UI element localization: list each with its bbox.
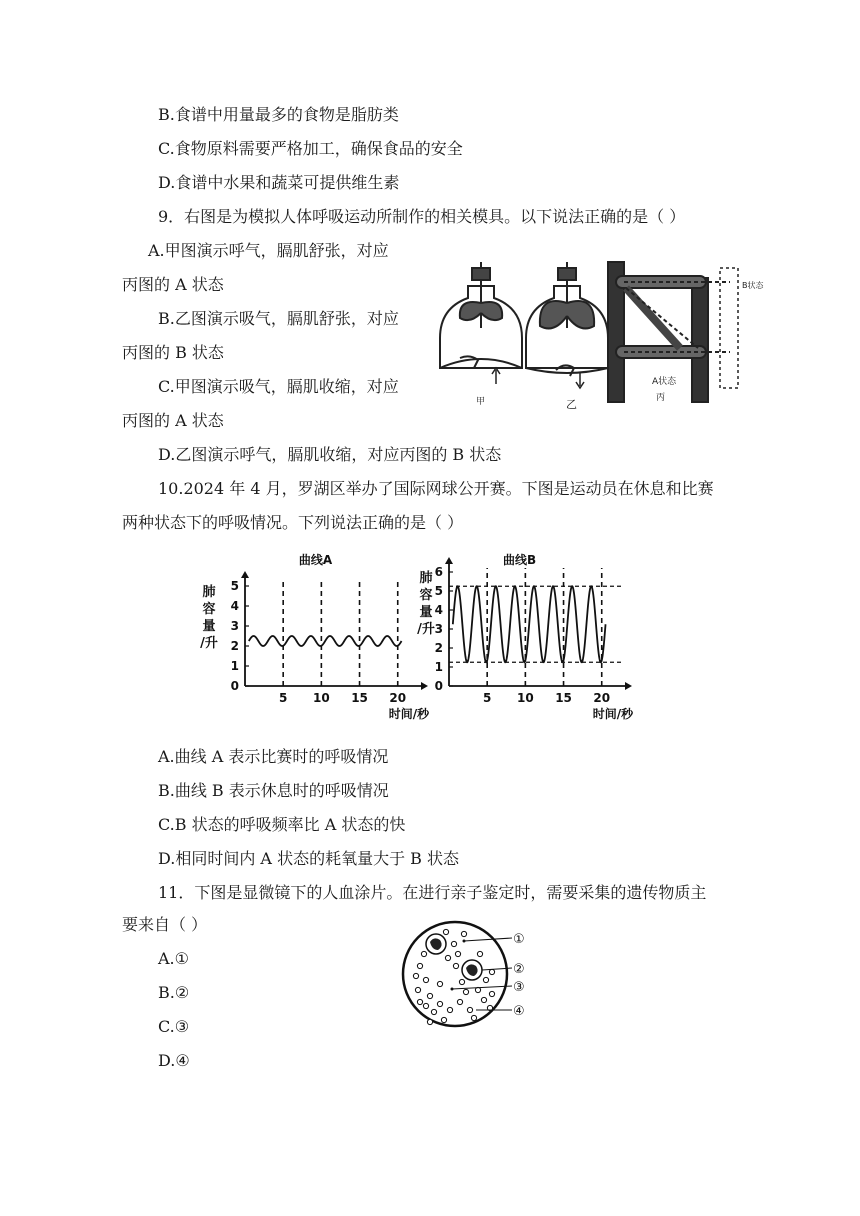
red-blood-cell — [481, 997, 486, 1002]
red-blood-cell — [431, 1009, 436, 1014]
y-tick-label: 2 — [434, 641, 443, 655]
q11-option-d: D.④ — [158, 1051, 190, 1070]
label-bing: 丙 — [656, 393, 666, 403]
red-blood-cell — [441, 1017, 446, 1022]
red-blood-cell — [467, 1007, 472, 1012]
q11-stem-line1: 11．下图是显微镜下的人血涂片。在进行亲子鉴定时，需要采集的遗传物质主 — [158, 883, 707, 902]
red-blood-cell — [423, 977, 428, 982]
red-blood-cell — [483, 977, 488, 982]
red-blood-cell — [459, 979, 464, 984]
y-axis-label-part: 肺 — [202, 585, 216, 600]
q8-option-c: C.食物原料需要严格加工，确保食品的安全 — [158, 139, 463, 158]
label-2: ② — [513, 962, 525, 977]
breathing-curve — [453, 586, 606, 662]
q10-option-b: B.曲线 B 表示休息时的呼吸情况 — [158, 781, 389, 800]
y-tick-label: 5 — [434, 584, 443, 598]
q9-option-d: D.乙图演示呼气，膈肌收缩，对应丙图的 B 状态 — [158, 445, 502, 464]
red-blood-cell — [417, 963, 422, 968]
white-blood-cell-2 — [462, 960, 482, 980]
q9-option-c-line2: 丙图的 A 状态 — [122, 411, 224, 430]
q9-stem: 9．右图是为模拟人体呼吸运动所制作的相关模具。以下说法正确的是（ ） — [158, 207, 686, 226]
q10-stem-line2: 两种状态下的呼吸情况。下列说法正确的是（ ） — [122, 513, 464, 532]
red-blood-cell — [421, 951, 426, 956]
q10-option-a: A.曲线 A 表示比赛时的呼吸情况 — [158, 747, 389, 766]
y-tick-label: 3 — [434, 622, 443, 636]
breathing-curve — [249, 636, 402, 646]
jar-jia — [440, 262, 522, 384]
y-tick-label: 0 — [230, 679, 239, 693]
q8-option-b: B.食谱中用量最多的食物是脂肪类 — [158, 105, 399, 124]
red-blood-cell — [489, 991, 494, 996]
red-blood-cell — [437, 981, 442, 986]
chart-curve-b — [415, 548, 640, 726]
red-blood-cell — [447, 1007, 452, 1012]
y-axis-label-part: 量 — [419, 605, 433, 620]
chart-curve-a — [195, 548, 433, 726]
x-axis-label: 时间/秒 — [592, 707, 634, 721]
q9-option-a-line1: A.甲图演示呼气，膈肌舒张，对应 — [148, 241, 389, 260]
q10-stem-line1: 10.2024 年 4 月，罗湖区举办了国际网球公开赛。下图是运动员在休息和比赛 — [158, 479, 714, 498]
y-axis-label-part: /升 — [417, 622, 435, 637]
q11-stem-line2: 要来自（ ） — [122, 915, 208, 934]
red-blood-cell — [451, 941, 456, 946]
label-jia: 甲 — [476, 397, 486, 407]
red-blood-cell — [457, 999, 462, 1004]
q9-option-c-line1: C.甲图演示吸气，膈肌收缩，对应 — [158, 377, 399, 396]
red-blood-cell — [413, 973, 418, 978]
blood-smear-figure — [400, 914, 550, 1034]
chart-title: 曲线A — [298, 553, 333, 567]
q10-option-c: C.B 状态的呼吸频率比 A 状态的快 — [158, 815, 406, 834]
x-tick-label: 20 — [593, 691, 611, 705]
y-axis-arrow — [445, 557, 453, 564]
q9-option-b-line1: B.乙图演示吸气，膈肌舒张，对应 — [158, 309, 399, 328]
label-3: ③ — [513, 980, 525, 995]
label-a-state: A状态 — [652, 377, 677, 387]
y-axis-label-part: 容 — [419, 588, 433, 603]
red-blood-cell — [489, 969, 494, 974]
label-yi: 乙 — [566, 398, 577, 411]
red-blood-cell — [461, 931, 466, 936]
y-axis-label — [200, 584, 218, 651]
q9-option-b-line2: 丙图的 B 状态 — [122, 343, 224, 362]
label-1: ① — [513, 932, 525, 947]
q9-option-a-line2: 丙图的 A 状态 — [122, 275, 224, 294]
x-tick-label: 20 — [389, 691, 407, 705]
white-blood-cell-1 — [426, 934, 446, 954]
x-tick-label: 10 — [517, 691, 534, 705]
q11-option-a: A.① — [158, 949, 189, 968]
y-tick-label: 2 — [230, 639, 239, 653]
chart-title: 曲线B — [502, 553, 537, 567]
y-axis-label-part: 容 — [202, 602, 216, 617]
x-tick-label: 5 — [279, 691, 288, 705]
q11-option-c: C.③ — [158, 1017, 190, 1036]
x-tick-label: 15 — [351, 691, 368, 705]
red-blood-cell — [415, 987, 420, 992]
breathing-model-figure — [430, 258, 790, 418]
y-tick-label: 4 — [434, 603, 443, 617]
jar-yi — [526, 262, 608, 388]
x-tick-label: 15 — [555, 691, 572, 705]
red-blood-cell — [471, 1015, 476, 1020]
red-blood-cell — [437, 1001, 442, 1006]
red-blood-cell — [427, 1019, 432, 1024]
red-blood-cell — [445, 955, 450, 960]
label-b-state: B状态 — [742, 281, 764, 290]
y-tick-label: 1 — [434, 660, 443, 674]
y-axis-label-part: /升 — [200, 636, 218, 651]
x-tick-label: 10 — [313, 691, 330, 705]
y-axis-label — [417, 570, 435, 637]
red-blood-cell — [455, 951, 460, 956]
y-tick-label: 1 — [230, 659, 239, 673]
y-tick-label: 5 — [230, 579, 239, 593]
y-tick-label: 4 — [230, 599, 239, 613]
red-blood-cell — [443, 929, 448, 934]
red-blood-cell — [463, 989, 468, 994]
y-axis-label-part: 肺 — [419, 571, 433, 586]
q11-option-b: B.② — [158, 983, 190, 1002]
q8-option-d: D.食谱中水果和蔬菜可提供维生素 — [158, 173, 400, 192]
red-blood-cell — [417, 999, 422, 1004]
red-blood-cell — [453, 963, 458, 968]
y-axis-label-part: 量 — [202, 619, 216, 634]
q10-option-d: D.相同时间内 A 状态的耗氧量大于 B 状态 — [158, 849, 460, 868]
x-axis-label: 时间/秒 — [388, 707, 430, 721]
y-tick-label: 3 — [230, 619, 239, 633]
y-tick-label: 6 — [434, 565, 443, 579]
red-blood-cell — [423, 1003, 428, 1008]
red-blood-cell — [427, 993, 432, 998]
y-tick-label: 0 — [434, 679, 443, 693]
y-axis-arrow — [241, 571, 249, 578]
x-axis-arrow — [625, 682, 632, 690]
x-tick-label: 5 — [483, 691, 492, 705]
red-blood-cell — [477, 951, 482, 956]
label-4: ④ — [513, 1004, 525, 1019]
